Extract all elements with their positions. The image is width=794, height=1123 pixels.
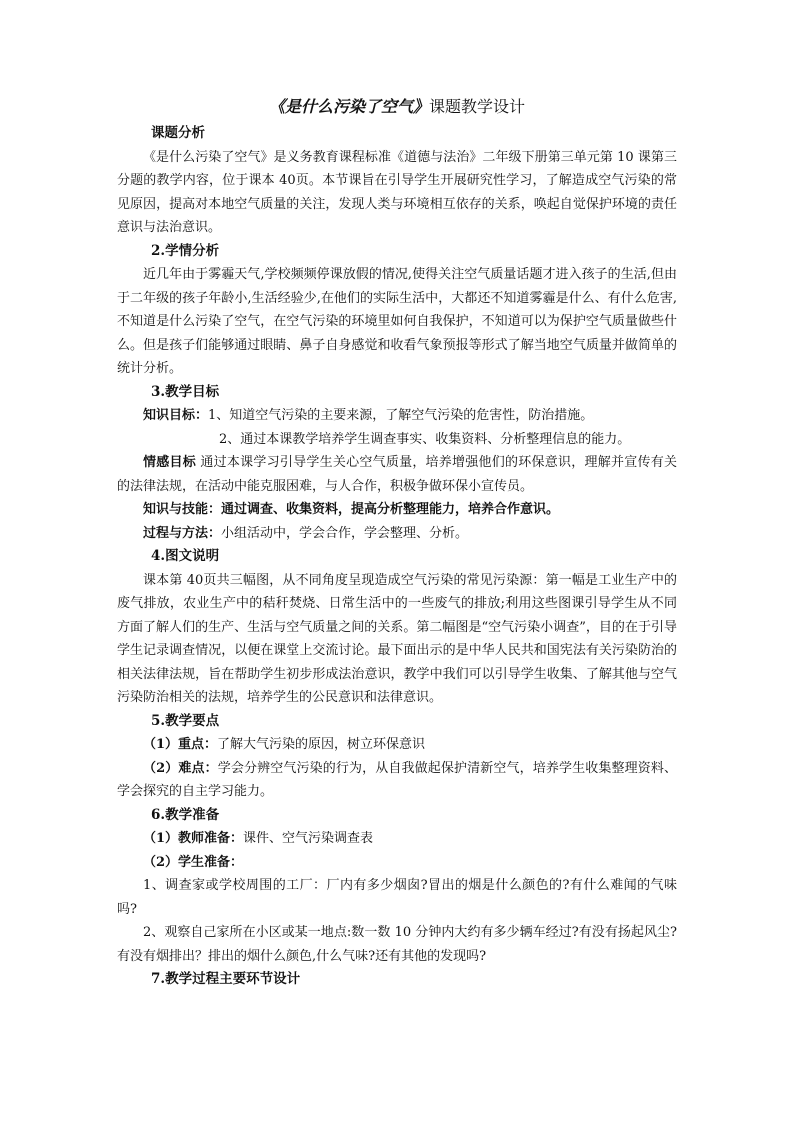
- student-prep-label: （2）学生准备：: [143, 854, 244, 870]
- teacher-prep: [117, 827, 677, 851]
- key-point: [117, 733, 677, 757]
- skill-goal: [117, 498, 677, 522]
- section-heading-1: 课题分析: [151, 125, 205, 141]
- student-prep-item-1: 1、调查家或学校周围的工厂：厂内有多少烟囱?冒出的烟是什么颜色的?有什么难闻的气味吗?: [117, 878, 677, 917]
- difficult-point: [117, 757, 677, 804]
- emotion-goal: [117, 451, 677, 498]
- key-point-label: （1）重点：: [143, 737, 218, 752]
- document-body: [117, 122, 677, 992]
- title-suffix: 课题教学设计: [429, 97, 526, 116]
- knowledge-goal-label: 知识目标：: [143, 408, 209, 423]
- process-goal-text: 小组活动中，学会合作，学会整理、分析。: [221, 525, 469, 541]
- difficult-point-label: （2）难点：: [143, 760, 218, 776]
- skill-goal-label: 知识与技能：: [143, 502, 222, 517]
- section-heading-7: 7.教学过程主要环节设计: [151, 971, 301, 987]
- section-heading-6: 6.教学准备: [151, 806, 220, 823]
- teacher-prep-label: （1）教师准备：: [143, 831, 244, 846]
- student-prep: [117, 851, 677, 875]
- section-heading-5: 5.教学要点: [151, 712, 220, 729]
- section-heading-3: 3.教学目标: [151, 383, 220, 400]
- document-title: [0, 96, 794, 118]
- section-4-paragraph: 课本第 40页共三幅图，从不同角度呈现造成空气污染的常见污染源：第一幅是工业生产中的废气排放，农业生产中的秸秆焚烧、日常生活中的一些废气的排放;利用这些图课引导学生从不同方面了解人们的生产、生活与空气质量之间的关系。第二幅图是“空气污染小调查”，目的在于引导学生记录调查情况，以便在课堂上交流讨论。最下面出示的是中华人民共和国宪法有关污染防治的相关法律法规，旨在帮助学生初步形成法治意识，教学中我们可以引导学生收集、了解其他与空气污染防治相关的法规，培养学生的公民意识和法律意识。: [117, 572, 677, 705]
- process-goal-label: 过程与方法：: [143, 525, 222, 541]
- key-point-text: 了解大气污染的原因，树立环保意识: [217, 737, 426, 752]
- knowledge-goal-1-text: 1、知道空气污染的主要来源，了解空气污染的危害性，防治措施。: [208, 408, 594, 423]
- student-prep-item-2: 2、观察自己家所在小区或某一地点:数一数 10 分钟内大约有多少辆车经过?有没有扬起风尘?有没有烟排出？排出的烟什么颜色,什么气味?还有其他的发现吗?: [117, 925, 677, 964]
- difficult-point-text: 学会分辨空气污染的行为，从自我做起保护清新空气，培养学生收集整理资料、学会探究的自主学习能力。: [117, 760, 677, 799]
- title-book-name: 《是什么污染了空气》: [268, 97, 429, 116]
- process-goal: [117, 522, 677, 546]
- emotion-goal-label: 情感目标: [143, 455, 196, 470]
- knowledge-goal-1: [117, 404, 677, 428]
- section-2-paragraph: 近几年由于雾霾天气,学校频频停课放假的情况,使得关注空气质量话题才进入孩子的生活,但由于二年级的孩子年龄小,生活经验少,在他们的实际生活中，大都还不知道雾霾是什么、有什么危害,不知道是什么污染了空气，在空气污染的环境里如何自我保护，不知道可以为保护空气质量做些什么。但是孩子们能够通过眼睛、鼻子自身感觉和收看气象预报等形式了解当地空气质量并做简单的统计分析。: [117, 267, 677, 376]
- knowledge-goal-2: 2、通过本课教学培养学生调查事实、收集资料、分析整理信息的能力。: [219, 431, 631, 447]
- section-heading-4: 4.图文说明: [151, 548, 220, 564]
- emotion-goal-text: 通过本课学习引导学生关心空气质量，培养增强他们的环保意识，理解并宣传有关的法律法规，在活动中能克服困难，与人合作，积极争做环保小宣传员。: [117, 455, 677, 494]
- section-heading-2: 2.学情分析: [151, 242, 220, 259]
- section-1-paragraph: 《是什么污染了空气》是义务教育课程标准《道德与法治》二年级下册第三单元第 10 课第三分题的教学内容，位于课本 40页。本节课旨在引导学生开展研究性学习，了解造成空气污染的常见原因，提高对本地空气质量的关注，发现人类与环境相互依存的关系，唤起自觉保护环境的责任意识与法治意识。: [117, 149, 677, 235]
- skill-goal-text: 通过调查、收集资料，提高分析整理能力，培养合作意识。: [221, 502, 560, 517]
- teacher-prep-text: 课件、空气污染调查表: [243, 831, 374, 846]
